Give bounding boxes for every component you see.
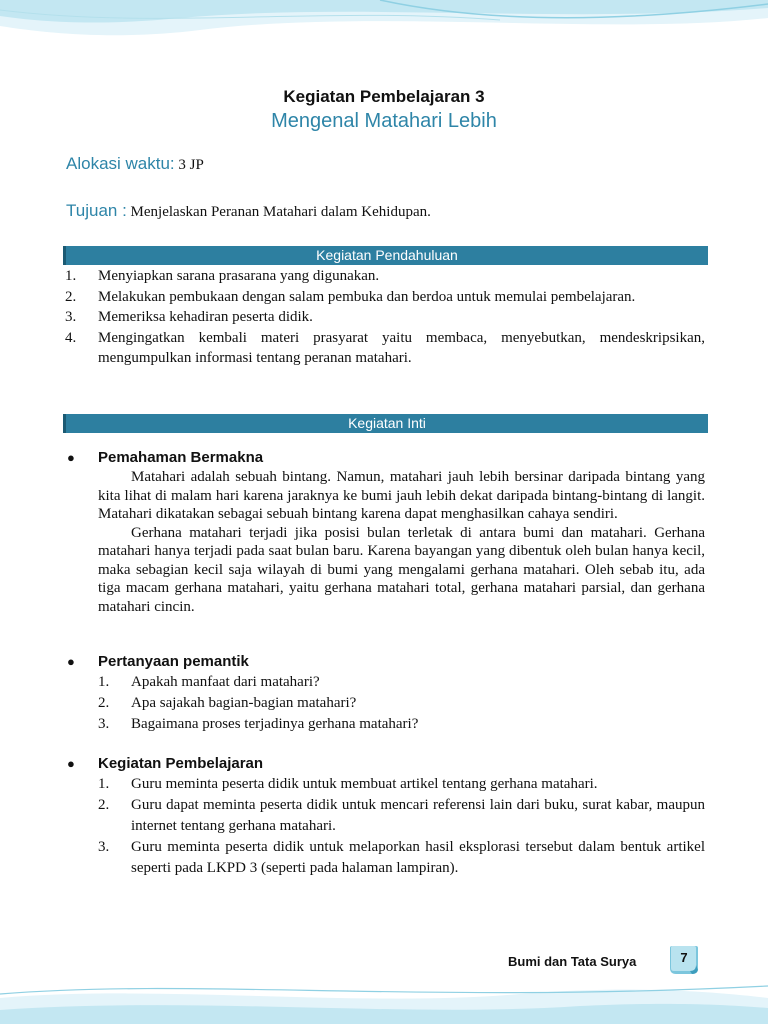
item-text: Guru meminta peserta didik untuk membuat artikel tentang gerhana matahari. xyxy=(131,776,598,792)
item-number: 2. xyxy=(98,797,110,813)
title-block xyxy=(0,86,768,134)
bullet-dot-icon: ● xyxy=(67,756,75,771)
lesson-title: Mengenal Matahari Lebih xyxy=(271,110,497,132)
bullet-dot-icon: ● xyxy=(67,654,75,669)
top-wave-decoration xyxy=(0,0,768,60)
item-number: 1. xyxy=(98,674,110,690)
time-allocation-label: Alokasi waktu: xyxy=(66,154,175,173)
list-item xyxy=(63,287,705,308)
section-heading-inti: Kegiatan Inti xyxy=(63,414,708,433)
list-item xyxy=(63,774,705,795)
list-item xyxy=(63,266,705,287)
item-text: Menyiapkan sarana prasarana yang digunakan. xyxy=(98,268,380,284)
item-text: Guru dapat meminta peserta didik untuk mencari referensi lain dari buku, surat kabar, maupun internet tentang gerhana matahari. xyxy=(131,797,705,834)
footer-book-title: Bumi dan Tata Surya xyxy=(508,954,637,969)
bullet-heading xyxy=(63,652,705,672)
item-text: Melakukan pembukaan dengan salam pembuka dan berdoa untuk memulai pembelajaran. xyxy=(98,288,636,305)
list-item xyxy=(63,837,705,879)
list-item xyxy=(63,307,705,328)
objective-value: Menjelaskan Peranan Matahari dalam Kehidupan. xyxy=(130,204,431,220)
objective xyxy=(66,201,431,221)
item-number: 1. xyxy=(98,776,110,792)
objective-label: Tujuan : xyxy=(66,201,127,220)
bullet-heading xyxy=(63,754,705,774)
pertanyaan-block xyxy=(63,652,705,735)
pertanyaan-list xyxy=(63,672,705,735)
page-number: 7 xyxy=(680,950,688,965)
list-item xyxy=(63,328,705,369)
item-number: 3. xyxy=(65,309,77,325)
item-text: Memeriksa kehadiran peserta didik. xyxy=(98,309,313,325)
bullet-dot-icon: ● xyxy=(67,450,75,465)
pertanyaan-title: Pertanyaan pemantik xyxy=(98,653,249,670)
kegiatan-title: Kegiatan Pembelajaran xyxy=(98,755,264,772)
item-number: 1. xyxy=(65,268,77,284)
item-text: Guru meminta peserta didik untuk melaporkan hasil eksplorasi tersebut dalam bentuk artikel seperti pada LKPD 3 (seperti pada halaman lampiran). xyxy=(131,839,705,876)
list-item xyxy=(63,693,705,714)
pemahaman-block xyxy=(63,448,705,616)
item-text: Mengingatkan kembali materi prasyarat yaitu membaca, menyebutkan, mendeskripsikan, mengumpulkan informasi tentang peranan matahari. xyxy=(98,329,705,366)
pendahuluan-list xyxy=(63,266,705,369)
item-text: Apa sajakah bagian-bagian matahari? xyxy=(131,695,357,711)
item-number: 3. xyxy=(98,839,110,855)
list-item xyxy=(63,795,705,837)
item-text: Apakah manfaat dari matahari? xyxy=(131,674,320,690)
list-item xyxy=(63,672,705,693)
list-item xyxy=(63,714,705,735)
kegiatan-list xyxy=(63,774,705,879)
pemahaman-title: Pemahaman Bermakna xyxy=(98,449,264,466)
bottom-wave-decoration xyxy=(0,964,768,1024)
paragraph: Matahari adalah sebuah bintang. Namun, matahari jauh lebih bersinar daripada bintang yang kita lihat di malam hari karena jaraknya ke bumi jauh lebih dekat daripada bintang-bintang di langit. Matahari dikatakan sebagai sebuah bintang karena dapat menghasilkan cahaya sendiri. xyxy=(98,469,705,522)
item-text: Bagaimana proses terjadinya gerhana matahari? xyxy=(131,716,419,732)
kegiatan-block xyxy=(63,754,705,879)
item-number: 4. xyxy=(65,329,77,346)
bullet-heading xyxy=(63,448,705,468)
time-allocation-value: 3 JP xyxy=(178,157,204,173)
paragraph: Gerhana matahari terjadi jika posisi bulan terletak di antara bumi dan matahari. Gerhana matahari hanya terjadi pada saat bulan baru. Karena bayangan yang dibentuk oleh bulan hanya kecil, maka sebagian kecil saja wilayah di bumi yang mengalami gerhana matahari. Oleh sebab itu, ada tiga macam gerhana matahari, yaitu gerhana matahari total, gerhana matahari parsial, dan gerhana matahari cincin. xyxy=(98,524,705,615)
item-number: 2. xyxy=(65,288,77,305)
section-heading-pendahuluan: Kegiatan Pendahuluan xyxy=(63,246,708,265)
time-allocation xyxy=(66,154,204,174)
item-number: 3. xyxy=(98,716,110,732)
lesson-subtitle: Kegiatan Pembelajaran 3 xyxy=(283,87,485,106)
item-number: 2. xyxy=(98,695,110,711)
